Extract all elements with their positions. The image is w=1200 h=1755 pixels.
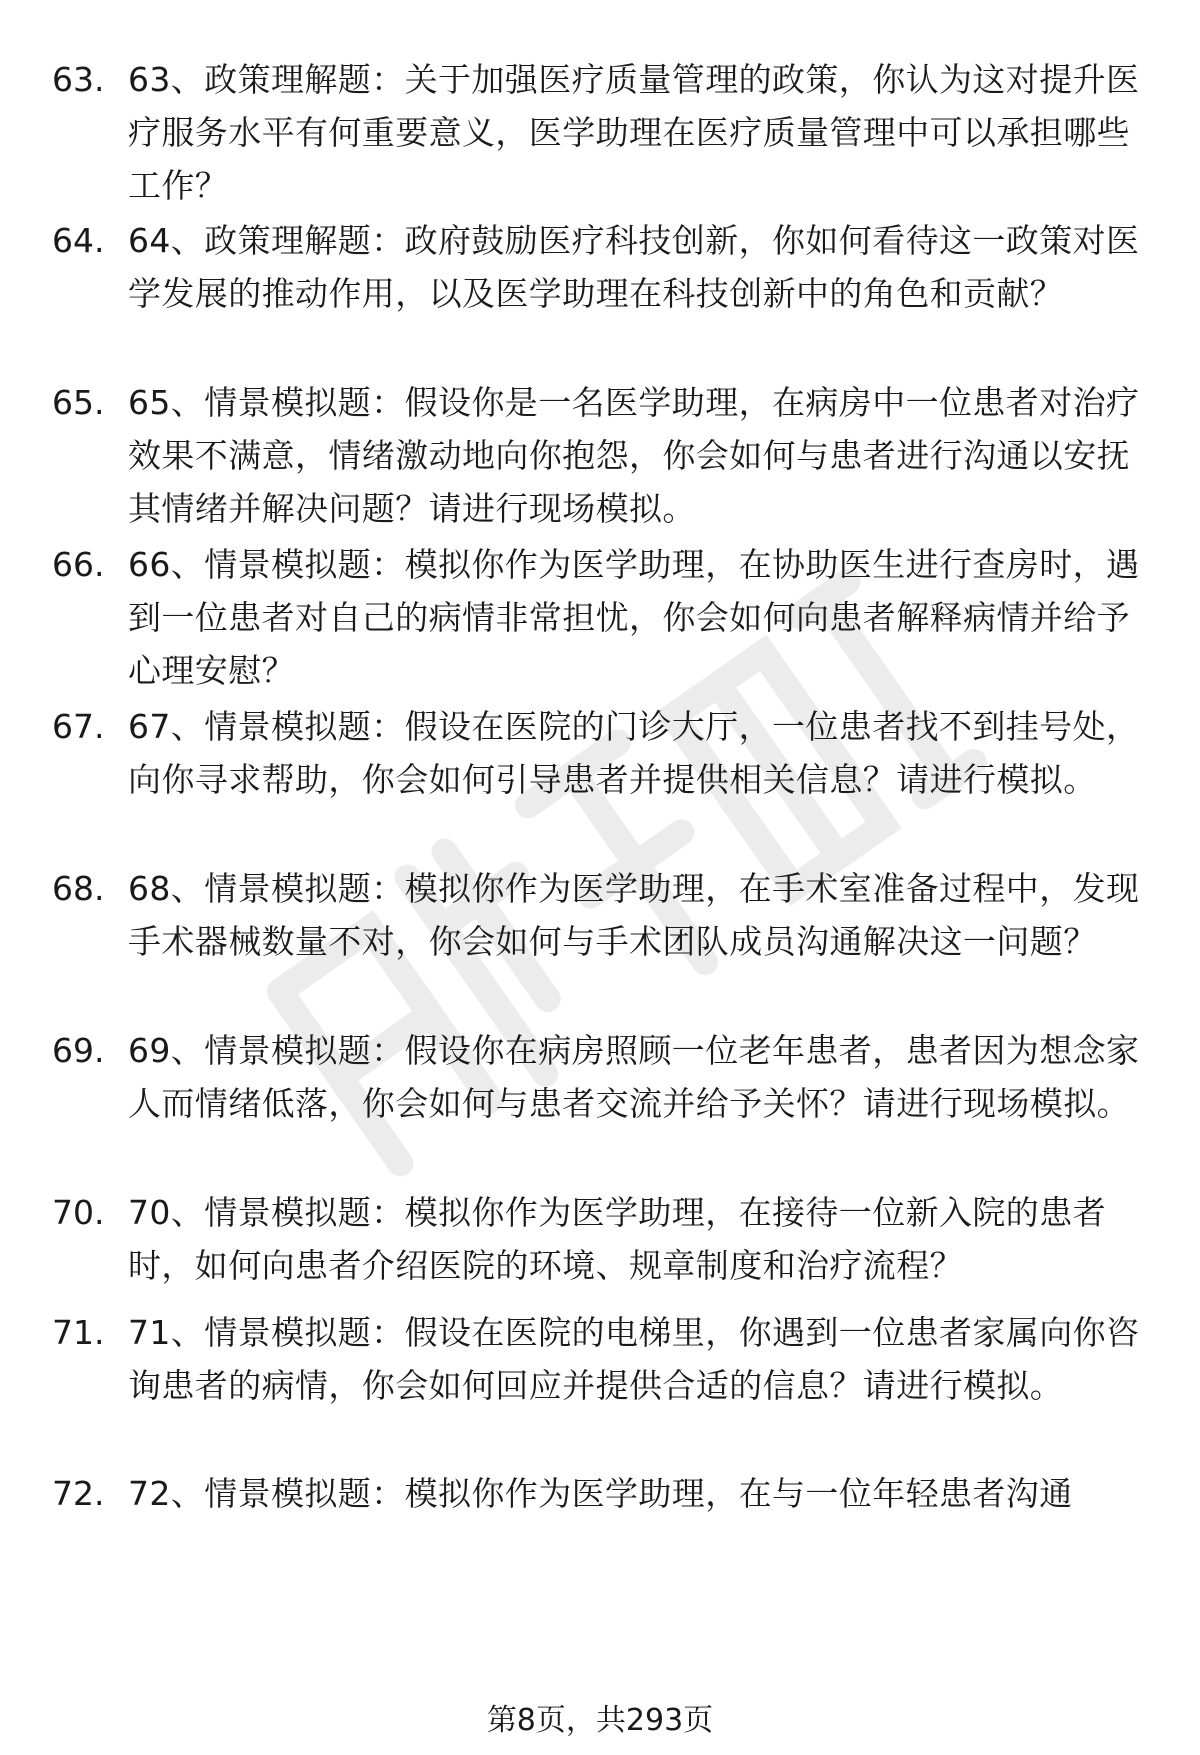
list-item (52, 1467, 1152, 1520)
item-text: 66、情景模拟题：模拟你作为医学助理，在协助医生进行查房时，遇到一位患者对自己的病情非常担忧，你会如何向患者解释病情并给予心理安慰？ (128, 545, 1140, 690)
item-text: 63、政策理解题：关于加强医疗质量管理的政策，你认为这对提升医疗服务水平有何重要意义，医学助理在医疗质量管理中可以承担哪些工作？ (128, 60, 1140, 205)
list-item (52, 1186, 1152, 1292)
item-number: 69. (52, 1031, 105, 1070)
list-item (52, 538, 1152, 697)
list-item (52, 214, 1152, 320)
item-text: 69、情景模拟题：假设你在病房照顾一位老年患者，患者因为想念家人而情绪低落，你会如何与患者交流并给予关怀？请进行现场模拟。 (128, 1031, 1140, 1123)
item-number: 72. (52, 1474, 105, 1513)
item-text: 67、情景模拟题：假设在医院的门诊大厅，一位患者找不到挂号处，向你寻求帮助，你会如何引导患者并提供相关信息？请进行模拟。 (128, 707, 1140, 799)
item-text: 64、政策理解题：政府鼓励医疗科技创新，你如何看待这一政策对医学发展的推动作用，以及医学助理在科技创新中的角色和贡献？ (128, 221, 1140, 313)
item-text: 65、情景模拟题：假设你是一名医学助理，在病房中一位患者对治疗效果不满意，情绪激动地向你抱怨，你会如何与患者进行沟通以安抚其情绪并解决问题？请进行现场模拟。 (128, 383, 1140, 528)
list-item (52, 376, 1152, 535)
list-item (52, 53, 1152, 212)
list-item (52, 1306, 1152, 1412)
list-item (52, 862, 1152, 968)
list-item (52, 1024, 1152, 1130)
item-text: 70、情景模拟题：模拟你作为医学助理，在接待一位新入院的患者时，如何向患者介绍医院的环境、规章制度和治疗流程？ (128, 1193, 1106, 1285)
item-number: 68. (52, 869, 105, 908)
item-number: 71. (52, 1313, 105, 1352)
item-number: 64. (52, 221, 105, 260)
item-text: 72、情景模拟题：模拟你作为医学助理，在与一位年轻患者沟通 (128, 1474, 1073, 1513)
item-number: 66. (52, 545, 105, 584)
page-footer: 第8页，共293页 (486, 1703, 714, 1738)
item-number: 65. (52, 383, 105, 422)
item-number: 67. (52, 707, 105, 746)
item-number: 70. (52, 1193, 105, 1232)
item-text: 71、情景模拟题：假设在医院的电梯里，你遇到一位患者家属向你咨询患者的病情，你会如何回应并提供合适的信息？请进行模拟。 (128, 1313, 1140, 1405)
item-text: 68、情景模拟题：模拟你作为医学助理，在手术室准备过程中，发现手术器械数量不对，你会如何与手术团队成员沟通解决这一问题？ (128, 869, 1140, 961)
list-item (52, 700, 1152, 806)
item-number: 63. (52, 60, 105, 99)
